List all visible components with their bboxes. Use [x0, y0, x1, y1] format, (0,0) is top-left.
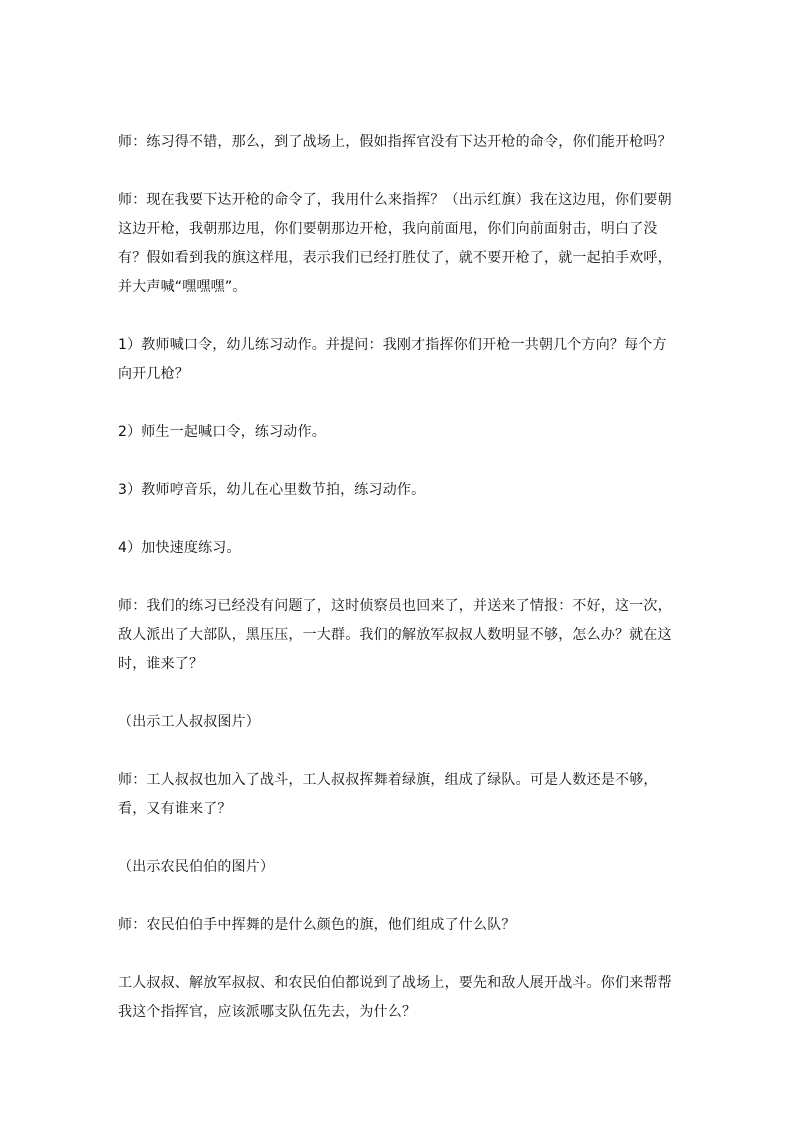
- paragraph-step-4: 4）加快速度练习。: [118, 540, 241, 556]
- paragraph-step-2: 2）师生一起喊口令，练习动作。: [118, 424, 326, 440]
- paragraph-teacher-question-fire: 师：练习得不错，那么，到了战场上，假如指挥官没有下达开枪的命令，你们能开枪吗？: [118, 134, 672, 150]
- paragraph-scout-report: 师：我们的练习已经没有问题了，这时侦察员也回来了，并送来了情报：不好，这一次，敌人派出了大部队，黑压压，一大群。我们的解放军叔叔人数明显不够，怎么办？就在这时，谁来了？: [118, 598, 672, 672]
- paragraph-worker-green-team: 师：工人叔叔也加入了战斗，工人叔叔挥舞着绿旗，组成了绿队。可是人数还是不够，看，又有谁来了？: [118, 772, 658, 817]
- document-body: [118, 128, 678, 1027]
- paragraph-step-1: 1）教师喊口令，幼儿练习动作。并提问：我刚才指挥你们开枪一共朝几个方向？每个方向开几枪？: [118, 337, 667, 382]
- paragraph-step-3: 3）教师哼音乐，幼儿在心里数节拍，练习动作。: [118, 482, 426, 498]
- paragraph-which-team-first: 工人叔叔、解放军叔叔、和农民伯伯都说到了战场上，要先和敌人展开战斗。你们来帮帮我这个指挥官，应该派哪支队伍先去，为什么？: [118, 975, 672, 1020]
- paragraph-farmer-flag-question: 师：农民伯伯手中挥舞的是什么颜色的旗，他们组成了什么队？: [118, 917, 516, 933]
- paragraph-show-farmer-picture: （出示农民伯伯的图片）: [118, 859, 275, 875]
- paragraph-show-worker-picture: （出示工人叔叔图片）: [118, 714, 260, 730]
- paragraph-red-flag-command: 师：现在我要下达开枪的命令了，我用什么来指挥？（出示红旗）我在这边甩，你们要朝这边开枪，我朝那边甩，你们要朝那边开枪，我向前面甩，你们向前面射击，明白了没有？假如看到我的旗这样甩，表示我们已经打胜仗了，就不要开枪了，就一起拍手欢呼，并大声喊“嘿嘿嘿”。: [118, 192, 672, 295]
